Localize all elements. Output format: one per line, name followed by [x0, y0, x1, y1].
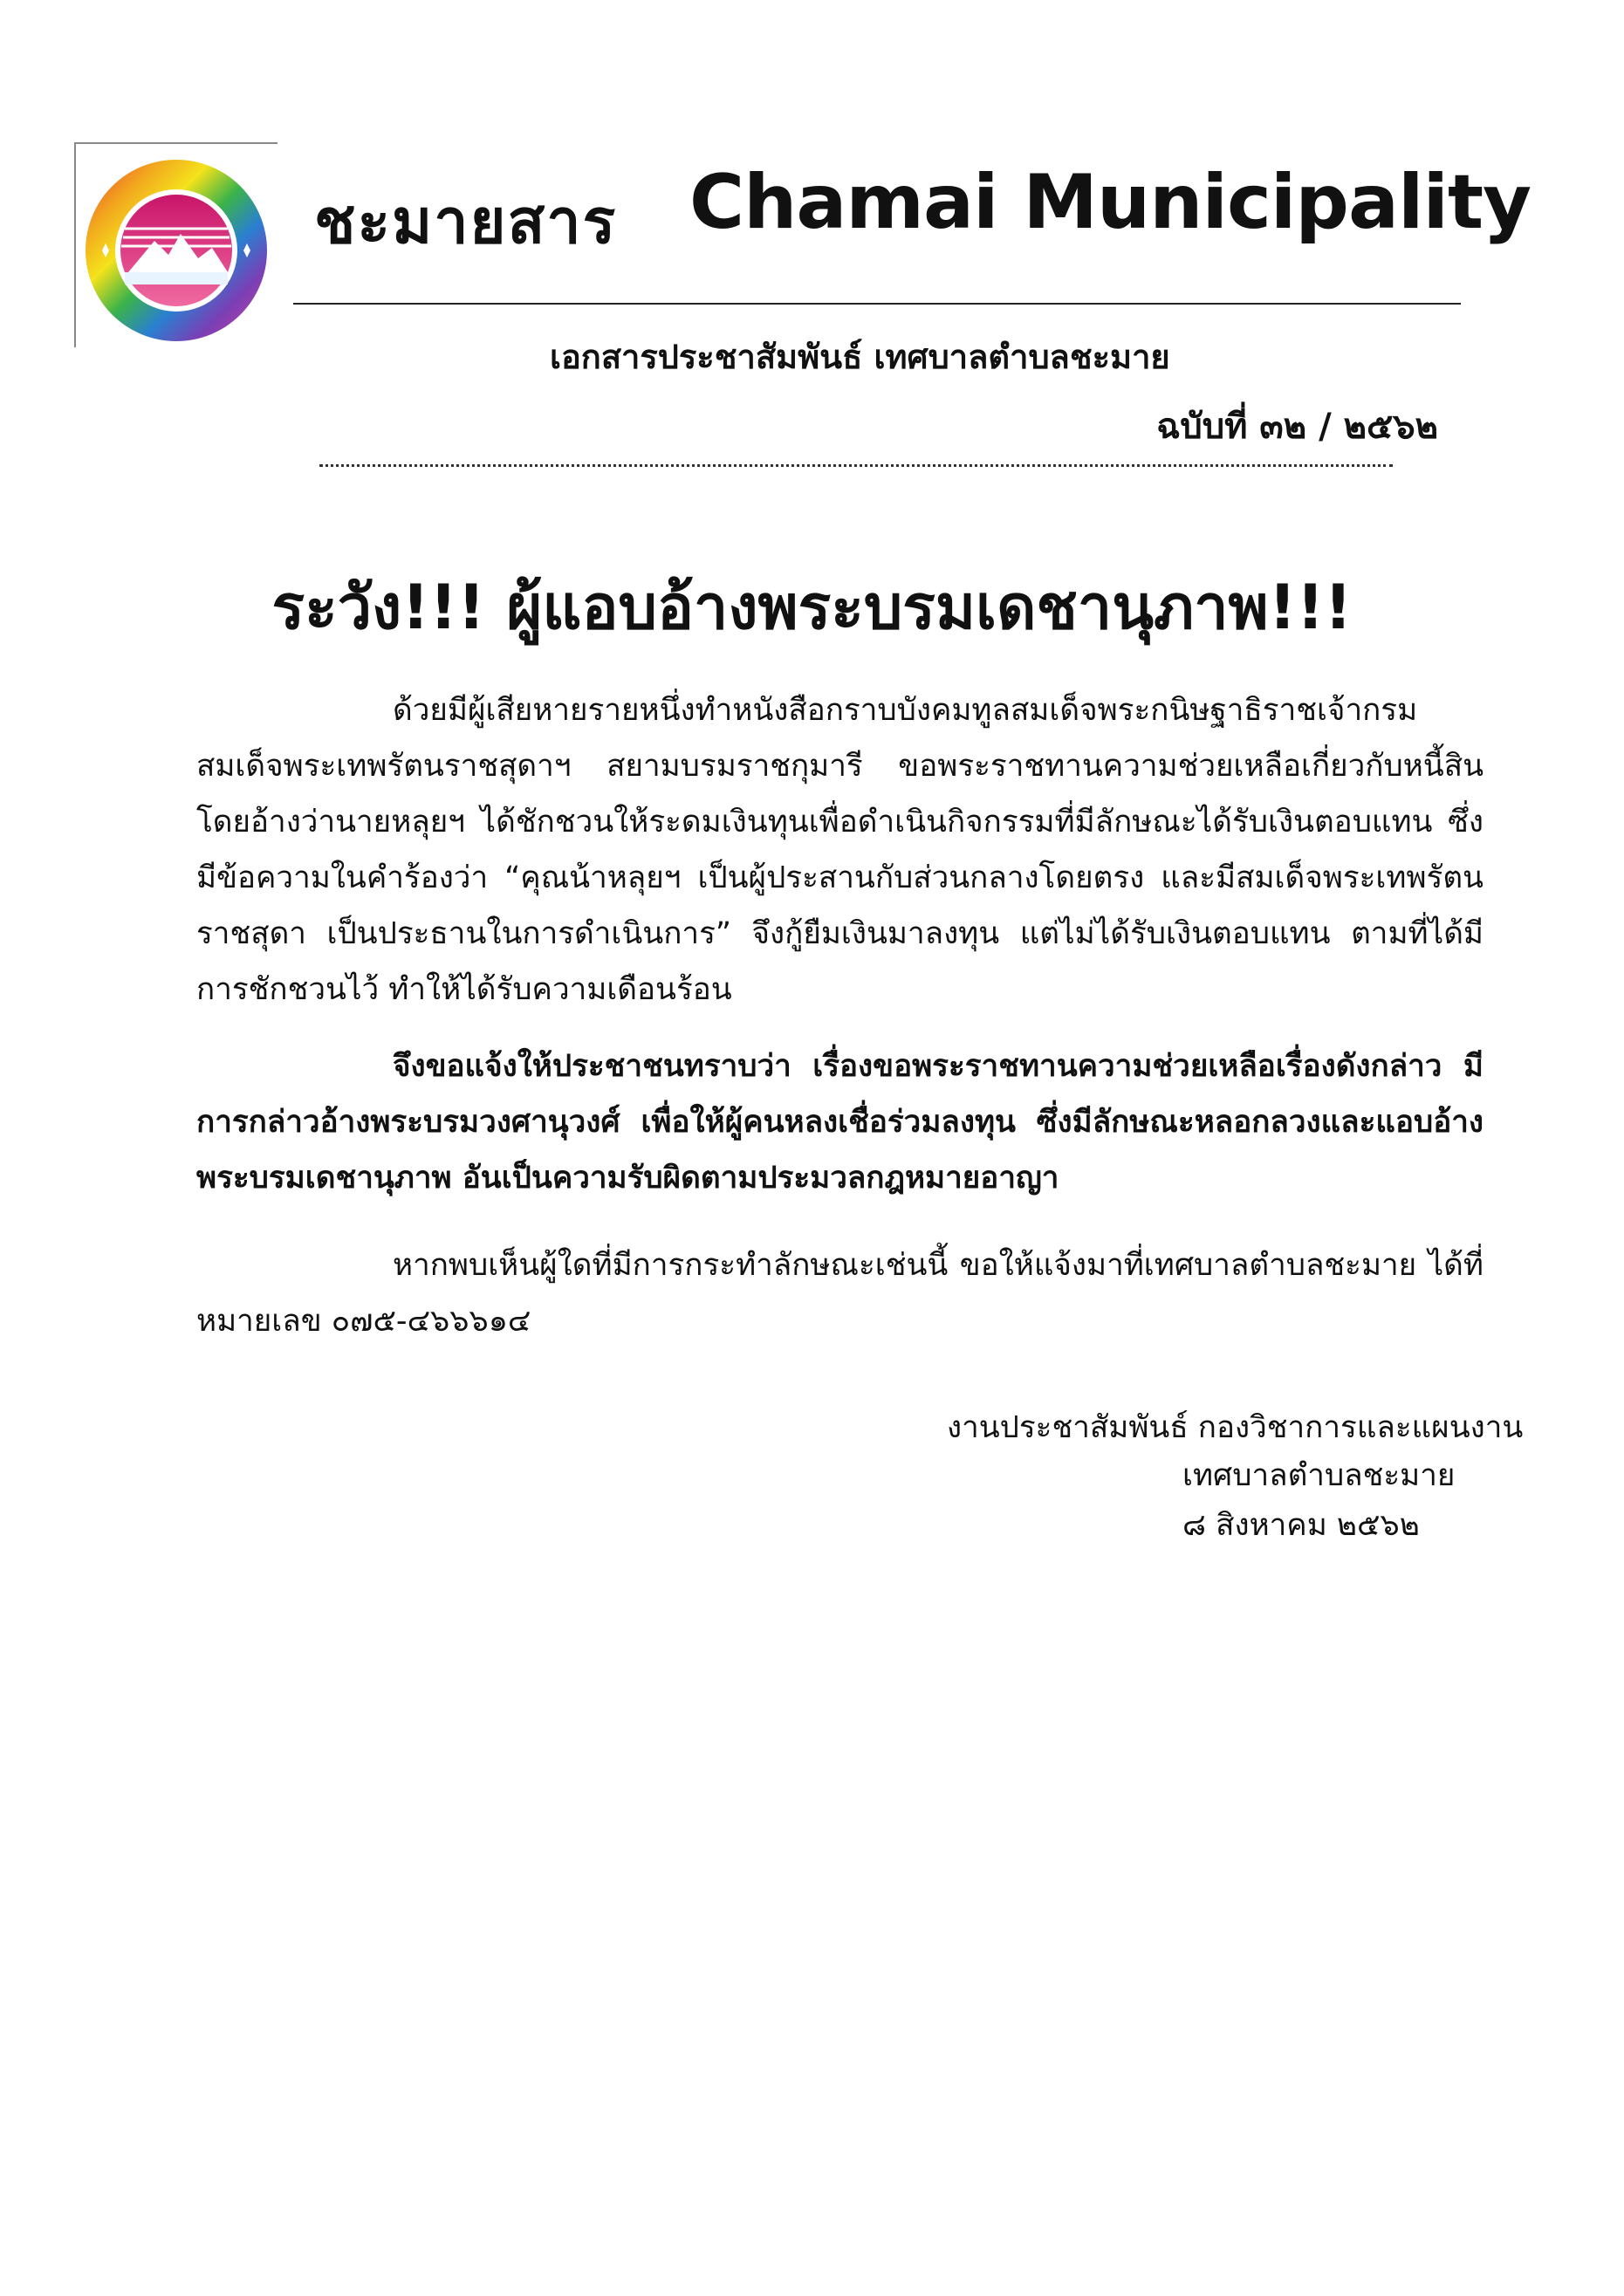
issue-number: ฉบับที่ ๓๒ / ๒๕๖๒ — [1156, 407, 1438, 447]
paragraph-1-text: ด้วยมีผู้เสียหายรายหนึ่งทำหนังสือกราบบังคมทูลสมเด็จพระกนิษฐาธิราชเจ้ากรมสมเด็จพระเทพรัตนราชสุดาฯ สยามบรมราชกุมารี ขอพระราชทานความช่วยเหลือเกี่ยวกับหนี้สิน โดยอ้างว่านายหลุยฯ ได้ชักชวนให้ระดมเงินทุนเพื่อดำเนินกิจกรรมที่มีลักษณะได้รับเงินตอบแทน ซึ่งมีข้อความในคำร้องว่า “คุณน้าหลุยฯ เป็นผู้ประสานกับส่วนกลางโดยตรง และมีสมเด็จพระเทพรัตนราชสุดา เป็นประธานในการดำเนินการ” จึงกู้ยืมเงินมาลงทุน แต่ไม่ได้รับเงินตอบแทน ตามที่ได้มีการชักชวนไว้ ทำให้ได้รับความเดือนร้อน — [196, 693, 1484, 1007]
masthead-thai-title: ชะมายสาร — [314, 186, 618, 257]
signature-department: งานประชาสัมพันธ์ กองวิชาการและแผนงาน — [947, 1410, 1524, 1445]
paragraph-3 — [196, 1237, 1484, 1349]
masthead-divider — [293, 303, 1461, 305]
dotted-divider — [319, 464, 1393, 467]
paragraph-2 — [196, 1038, 1484, 1206]
paragraph-3-text: หากพบเห็นผู้ใดที่มีการกระทำลักษณะเช่นนี้ ขอให้แจ้งมาที่เทศบาลตำบลชะมาย ได้ที่หมายเลข ๐๗๕-๔๖๖๖๑๔ — [196, 1248, 1484, 1339]
masthead-english-title: Chamai Municipality — [689, 159, 1531, 246]
signature-organization: เทศบาลตำบลชะมาย — [1182, 1458, 1456, 1493]
signature-date: ๘ สิงหาคม ๒๕๖๒ — [1182, 1508, 1420, 1543]
document-subtitle: เอกสารประชาสัมพันธ์ เทศบาลตำบลชะมาย — [550, 338, 1170, 376]
paragraph-1 — [196, 682, 1484, 1018]
corner-line-vertical — [74, 142, 76, 347]
paragraph-2-text: จึงขอแจ้งให้ประชาชนทราบว่า เรื่องขอพระราชทานความช่วยเหลือเรื่องดังกล่าว มีการกล่าวอ้างพระบรมวงศานุวงศ์ เพื่อให้ผู้คนหลงเชื่อร่วมลงทุน ซึ่งมีลักษณะหลอกลวงและแอบอ้างพระบรมเดชานุภาพ อันเป็นความรับผิดตามประมวลกฎหมายอาญา — [196, 1049, 1484, 1196]
headline: ระวัง!!! ผู้แอบอ้างพระบรมเดชานุภาพ!!! — [271, 572, 1353, 643]
corner-line-horizontal — [74, 142, 278, 144]
municipality-seal-icon — [83, 157, 270, 344]
